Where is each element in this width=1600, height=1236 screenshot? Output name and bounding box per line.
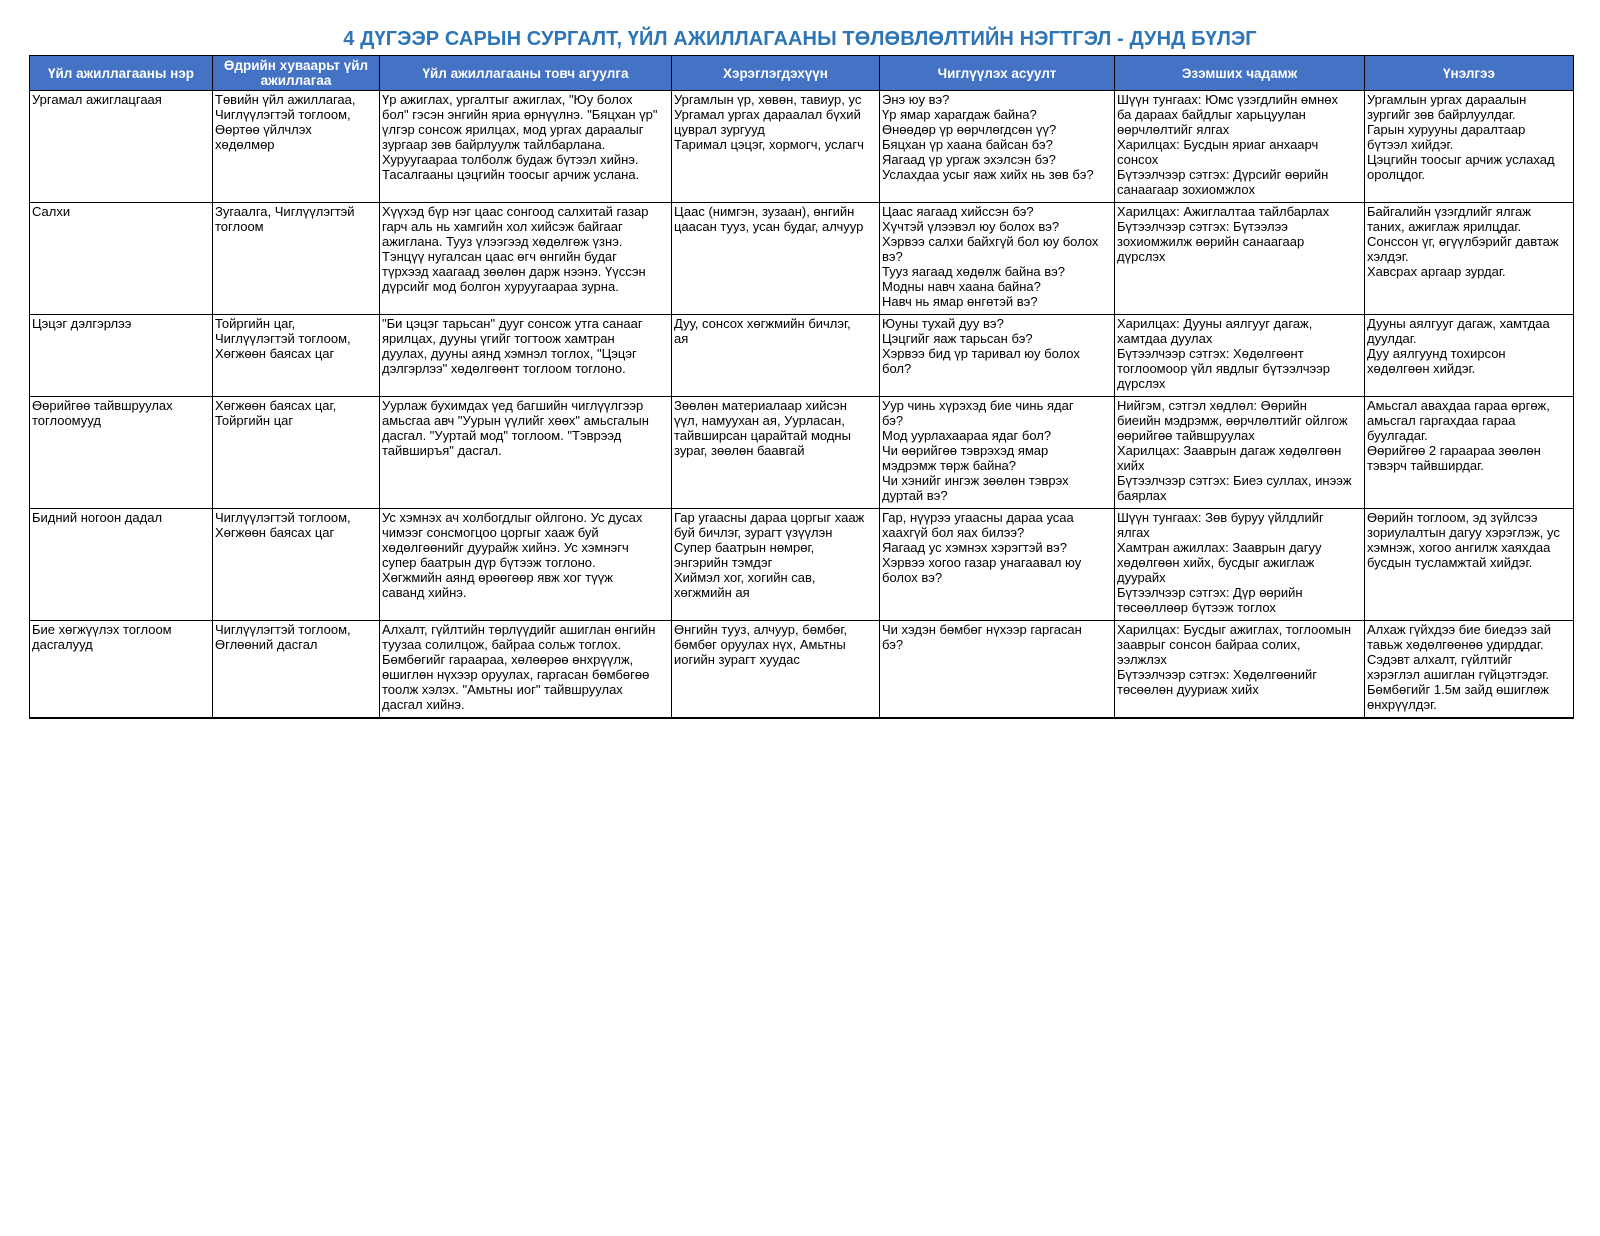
cell-text-line: дасгал. "Ууртай мод" тоглоом. "Тэврээд: [382, 428, 622, 443]
cell-text-line: Чи өөрийгөө тэврэхэд ямар: [882, 443, 1049, 458]
cell-text-line: ярилцах, дууны үгийг тогтоож хамтран: [382, 331, 615, 346]
table-row: [30, 91, 1574, 203]
cell-text-line: бэ?: [882, 637, 904, 652]
cell-guiding-questions: [880, 91, 1115, 203]
cell-text-line: зааврыг сонсон байраа солих,: [1117, 637, 1301, 652]
cell-text-line: Навч нь ямар өнгөтэй вэ?: [882, 294, 1038, 309]
cell-text-line: бөмбөг оруулах нүх, Амьтны: [674, 637, 846, 652]
cell-text-line: Хэрвээ салхи байхгүй бол юу болох: [882, 234, 1099, 249]
cell-text-line: Сонссон үг, өгүүлбэрийг давтаж: [1367, 234, 1559, 249]
cell-text-line: болох вэ?: [882, 570, 943, 585]
cell-text-line: тайвширсан царайтай модны: [674, 428, 851, 443]
cell-text-line: ба дараах байдлыг харьцуулан: [1117, 107, 1306, 122]
cell-text-line: Чиглүүлэгтэй тоглоом,: [215, 107, 351, 122]
page-title: 4 ДҮГЭЭР САРЫН СУРГАЛТ, ҮЙЛ АЖИЛЛАГААНЫ ТӨЛӨВЛӨЛТИЙН НЭГТГЭЛ - ДУНД БҮЛЭГ: [343, 28, 1257, 50]
cell-text-line: Харилцах: Зааврын дагаж хөдөлгөөн: [1117, 443, 1342, 458]
cell-text-line: Гарын хурууны даралтаар: [1367, 122, 1526, 137]
cell-text-line: Шүүн тунгаах: Зөв буруу үйлдлийг: [1117, 510, 1324, 525]
cell-text-line: Салхи: [32, 204, 71, 219]
cell-text-line: Шүүн тунгаах: Юмс үзэгдлийн өмнөх: [1117, 92, 1338, 107]
cell-text-line: Тойргийн цаг,: [215, 316, 296, 331]
cell-text-line: Яагаад үр ургаж эхэлсэн бэ?: [882, 152, 1056, 167]
cell-text-line: зургаар зөв байрлуулж тайлбарлана.: [382, 137, 606, 152]
cell-text-line: түрхээд хаагаад зөөлөн дарж нээнэ. Үүссэн: [382, 264, 646, 279]
header-evaluation: Үнэлгээ: [1365, 56, 1574, 91]
cell-text-line: саванд хийнэ.: [382, 585, 467, 600]
cell-competencies: [1115, 315, 1365, 397]
header-content-summary: Үйл ажиллагааны товч агуулга: [380, 56, 672, 91]
plan-table: [29, 55, 1574, 719]
cell-text-line: төсөөлөн дууриаж хийх: [1117, 682, 1259, 697]
cell-text-line: Ургамал ургах дараалал бүхий: [674, 107, 861, 122]
cell-text-line: супер баатрын дүр бүтээж тоглоно.: [382, 555, 596, 570]
cell-text-line: дуулах, дууны аянд хэмнэл тоглох, "Цэцэг: [382, 346, 637, 361]
cell-activity-name: [30, 203, 213, 315]
cell-text-line: энгэрийн тэмдэг: [674, 555, 773, 570]
cell-text-line: хөдөлгөөн хийдэг.: [1367, 361, 1476, 376]
cell-text-line: дүрслэх: [1117, 249, 1166, 264]
cell-text-line: Цэцгийг яаж тарьсан бэ?: [882, 331, 1033, 346]
cell-text-line: Чиглүүлэгтэй тоглоом,: [215, 331, 351, 346]
cell-evaluation: [1365, 621, 1574, 719]
cell-content-summary: [380, 509, 672, 621]
cell-text-line: Нийгэм, сэтгэл хөдлөл: Өөрийн: [1117, 398, 1307, 413]
cell-materials: [672, 315, 880, 397]
cell-text-line: Өөрийгөө 2 гараараа зөөлөн: [1367, 443, 1541, 458]
cell-text-line: Супер баатрын нөмрөг,: [674, 540, 815, 555]
cell-text-line: Ургамал ажиглацгаая: [32, 92, 162, 107]
cell-text-line: Бүтээлчээр сэтгэх: Хөдөлгөөнт: [1117, 346, 1304, 361]
cell-text-line: биеийн мэдрэмж, өөрчлөлтийг ойлгож: [1117, 413, 1348, 428]
cell-text-line: бэ?: [882, 413, 904, 428]
cell-text-line: бусдын тусламжтай хийдэг.: [1367, 555, 1533, 570]
cell-text-line: Хэрвээ хогоо газар унагаавал юу: [882, 555, 1082, 570]
cell-text-line: тайвширъя" дасгал.: [382, 443, 502, 458]
cell-text-line: Хавсрах аргаар зурдаг.: [1367, 264, 1506, 279]
cell-competencies: [1115, 397, 1365, 509]
cell-text-line: Ургамлын ургах дараалын: [1367, 92, 1527, 107]
cell-text-line: Хөгжөөн баясах цаг: [215, 346, 335, 361]
cell-text-line: ажиглана. Тууз үлээгээд хөдөлгөж үзнэ.: [382, 234, 623, 249]
cell-text-line: Үр ажиглах, ургалтыг ажиглах, "Юу болох: [382, 92, 633, 107]
cell-text-line: төсөөллөөр бүтээж тоглох: [1117, 600, 1276, 615]
cell-text-line: буулгадаг.: [1367, 428, 1428, 443]
cell-text-line: бол?: [882, 361, 912, 376]
cell-text-line: ая: [674, 331, 689, 346]
cell-materials: [672, 621, 880, 719]
header-activity-name: Үйл ажиллагааны нэр: [30, 56, 213, 91]
cell-text-line: Цаас яагаад хийссэн бэ?: [882, 204, 1034, 219]
cell-text-line: Байгалийн үзэгдлийг ялгаж: [1367, 204, 1531, 219]
cell-text-line: хэрэглэл ашиглан гүйцэтгэдэг.: [1367, 667, 1550, 682]
header-row: [30, 56, 1574, 91]
cell-text-line: Бүтээлчээр сэтгэх: Хөдөлгөөнийг: [1117, 667, 1317, 682]
cell-text-line: өөрчлөлтийг ялгах: [1117, 122, 1230, 137]
cell-text-line: тоолж хэлэх. "Амьтны иог" тайвшруулах: [382, 682, 623, 697]
cell-content-summary: [380, 397, 672, 509]
cell-text-line: Өнөөдөр үр өөрчлөгдсөн үү?: [882, 122, 1057, 137]
cell-text-line: дасгалууд: [32, 637, 93, 652]
cell-text-line: Харилцах: Бусдыг ажиглах, тоглоомын: [1117, 622, 1352, 637]
cell-text-line: Тасалгааны цэцгийн тоосыг арчиж услана.: [382, 167, 640, 182]
header-daily-schedule: Өдрийн хуваарьт үйл ажиллагаа: [213, 56, 380, 91]
cell-text-line: тоглоом: [215, 219, 264, 234]
cell-text-line: тоглоомоор үйл явдлыг бүтээлчээр: [1117, 361, 1331, 376]
cell-text-line: Дуу, сонсох хөгжмийн бичлэг,: [674, 316, 851, 331]
cell-text-line: Алхалт, гүйлтийн төрлүүдийг ашиглан өнгийн: [382, 622, 656, 637]
cell-text-line: гарч аль нь хамгийн хол хийсэж байгааг: [382, 219, 623, 234]
cell-activity-name: [30, 621, 213, 719]
cell-text-line: бол" гэсэн энгийн яриа өрнүүлнэ. "Бяцхан үр": [382, 107, 658, 122]
cell-text-line: иогийн зурагт хуудас: [674, 652, 800, 667]
cell-text-line: зураг, зөөлөн баавгай: [674, 443, 805, 458]
cell-text-line: Уурлаж бухимдах үед багшийн чиглүүлгээр: [382, 398, 644, 413]
cell-text-line: Чи хэдэн бөмбөг нүхээр гаргасан: [882, 622, 1082, 637]
cell-daily-schedule: [213, 509, 380, 621]
cell-text-line: үлгэр сонсож ярилцах, мод ургах дараалыг: [382, 122, 644, 137]
cell-text-line: Бүтээлчээр сэтгэх: Бүтээлээ: [1117, 219, 1288, 234]
header-guiding-questions: Чиглүүлэх асуулт: [880, 56, 1115, 91]
cell-materials: [672, 91, 880, 203]
cell-text-line: Чиглүүлэгтэй тоглоом,: [215, 622, 351, 637]
cell-text-line: буй бичлэг, зурагт үзүүлэн: [674, 525, 833, 540]
cell-text-line: Мод уурлахаараа ядаг бол?: [882, 428, 1052, 443]
cell-text-line: өөрийгөө тайвшруулах: [1117, 428, 1255, 443]
cell-text-line: цуврал зургууд: [674, 122, 765, 137]
cell-text-line: чимээг сонсмогцоо цоргыг хааж буй: [382, 525, 599, 540]
cell-text-line: мэдрэмж төрж байна?: [882, 458, 1016, 473]
cell-activity-name: [30, 315, 213, 397]
cell-guiding-questions: [880, 509, 1115, 621]
cell-text-line: Харилцах: Дууны аялгууг дагаж,: [1117, 316, 1313, 331]
cell-text-line: Бяцхан үр хаана байсан бэ?: [882, 137, 1053, 152]
cell-content-summary: [380, 203, 672, 315]
cell-text-line: Цэцгийн тоосыг арчиж услахад: [1367, 152, 1555, 167]
cell-text-line: бүтээл хийдэг.: [1367, 137, 1454, 152]
cell-daily-schedule: [213, 315, 380, 397]
cell-text-line: Бүтээлчээр сэтгэх: Дүрсийг өөрийн: [1117, 167, 1329, 182]
cell-text-line: тавьж хөдөлгөөнөө удирддаг.: [1367, 637, 1544, 652]
cell-evaluation: [1365, 509, 1574, 621]
cell-text-line: Бүтээлчээр сэтгэх: Биеэ суллах, инээж: [1117, 473, 1352, 488]
cell-text-line: Үр ямар харагдаж байна?: [882, 107, 1037, 122]
cell-text-line: Дуу аялгуунд тохирсон: [1367, 346, 1506, 361]
cell-text-line: туузаа солилцож, байраа сольж тоглох.: [382, 637, 622, 652]
table-row: [30, 315, 1574, 397]
cell-text-line: өнхрүүлдэг.: [1367, 697, 1437, 712]
header-materials: Хэрэглэгдэхүүн: [672, 56, 880, 91]
cell-text-line: таних, ажиглаж ярилцдаг.: [1367, 219, 1522, 234]
cell-evaluation: [1365, 91, 1574, 203]
cell-text-line: хийх: [1117, 458, 1145, 473]
cell-text-line: дүрсийг мод болгон хуруугаараа зурна.: [382, 279, 619, 294]
cell-text-line: Чиглүүлэгтэй тоглоом,: [215, 510, 351, 525]
cell-text-line: зориулалтын дагуу хэрэглэж, ус: [1367, 525, 1560, 540]
cell-competencies: [1115, 621, 1365, 719]
cell-text-line: дүрслэх: [1117, 376, 1166, 391]
cell-text-line: хамтдаа дуулах: [1117, 331, 1213, 346]
cell-text-line: Хэрвээ бид үр таривал юу болох: [882, 346, 1080, 361]
cell-guiding-questions: [880, 621, 1115, 719]
cell-content-summary: [380, 621, 672, 719]
cell-text-line: Сэдэвт алхалт, гүйлтийг: [1367, 652, 1513, 667]
cell-text-line: Хүчтэй үлээвэл юу болох вэ?: [882, 219, 1060, 234]
cell-text-line: вэ?: [882, 249, 903, 264]
cell-text-line: Өглөөний дасгал: [215, 637, 318, 652]
cell-text-line: Хөгжмийн аянд өрөөгөөр явж хог түүж: [382, 570, 613, 585]
cell-text-line: Зөөлөн материалаар хийсэн: [674, 398, 847, 413]
cell-text-line: Бөмбөгийг 1.5м зайд өшиглөж: [1367, 682, 1550, 697]
cell-text-line: Цаас (нимгэн, зузаан), өнгийн: [674, 204, 855, 219]
cell-text-line: тоглоомууд: [32, 413, 101, 428]
cell-text-line: Өөрийн тоглоом, эд зүйлсээ: [1367, 510, 1538, 525]
cell-text-line: хөдөлгөөн хийх, бусдыг ажиглаж: [1117, 555, 1315, 570]
table-row: [30, 621, 1574, 719]
cell-evaluation: [1365, 203, 1574, 315]
cell-text-line: тэвэрч тайвширдаг.: [1367, 458, 1484, 473]
cell-text-line: "Би цэцэг тарьсан" дууг сонсож утга санааг: [382, 316, 643, 331]
cell-text-line: ээлжлэх: [1117, 652, 1167, 667]
cell-text-line: хэлдэг.: [1367, 249, 1409, 264]
cell-activity-name: [30, 397, 213, 509]
cell-text-line: сонсох: [1117, 152, 1159, 167]
cell-text-line: Өнгийн тууз, алчуур, бөмбөг,: [674, 622, 848, 637]
cell-content-summary: [380, 91, 672, 203]
cell-text-line: хаахгүй бол яах билээ?: [882, 525, 1025, 540]
cell-text-line: дуртай вэ?: [882, 488, 948, 503]
cell-text-line: дуурайх: [1117, 570, 1166, 585]
cell-text-line: хөдөлгөөнийг дуурайж хийнэ. Ус хэмнэгч: [382, 540, 629, 555]
cell-text-line: зургийг зөв байрлуулдаг.: [1367, 107, 1516, 122]
cell-text-line: Харилцах: Бусдын яриаг анхаарч: [1117, 137, 1319, 152]
cell-text-line: Хуруугаараа толболж будаж бүтээл хийнэ.: [382, 152, 639, 167]
cell-text-line: Амьсгал авахдаа гараа өргөж,: [1367, 398, 1550, 413]
cell-text-line: Бүтээлчээр сэтгэх: Дүр өөрийн: [1117, 585, 1303, 600]
cell-text-line: Яагаад ус хэмнэх хэрэгтэй вэ?: [882, 540, 1068, 555]
cell-text-line: хэмнэж, хогоо ангилж хаяхдаа: [1367, 540, 1551, 555]
cell-text-line: үүл, намуухан ая, Уурласан,: [674, 413, 845, 428]
cell-materials: [672, 203, 880, 315]
cell-text-line: Өөрийгөө тайвшруулах: [32, 398, 173, 413]
cell-text-line: дуулдаг.: [1367, 331, 1417, 346]
cell-text-line: Уур чинь хүрэхэд бие чинь ядаг: [882, 398, 1074, 413]
cell-text-line: Бидний ногоон дадал: [32, 510, 163, 525]
cell-text-line: Ус хэмнэх ач холбогдлыг ойлгоно. Ус дусах: [382, 510, 643, 525]
cell-text-line: Хиймэл хог, хогийн сав,: [674, 570, 816, 585]
cell-daily-schedule: [213, 91, 380, 203]
table-row: [30, 397, 1574, 509]
cell-evaluation: [1365, 315, 1574, 397]
cell-competencies: [1115, 91, 1365, 203]
cell-text-line: Дууны аялгууг дагаж, хамтдаа: [1367, 316, 1550, 331]
cell-text-line: Хүүхэд бүр нэг цаас сонгоод салхитай газар: [382, 204, 649, 219]
cell-text-line: санаагаар зохиомжлох: [1117, 182, 1255, 197]
cell-guiding-questions: [880, 203, 1115, 315]
cell-text-line: Гар угаасны дараа цоргыг хааж: [674, 510, 865, 525]
cell-text-line: Хөгжөөн баясах цаг: [215, 525, 335, 540]
cell-text-line: Бие хөгжүүлэх тоглоом: [32, 622, 172, 637]
cell-daily-schedule: [213, 621, 380, 719]
cell-text-line: Алхаж гүйхдээ бие биедээ зай: [1367, 622, 1552, 637]
cell-text-line: дэлгэрлээ" хөдөлгөөнт тоглоом тоглоно.: [382, 361, 626, 376]
cell-materials: [672, 397, 880, 509]
cell-text-line: Ургамлын үр, хөвөн, тавиур, ус: [674, 92, 862, 107]
cell-text-line: Бөмбөгийг гараараа, хөлөөрөө өнхрүүлж,: [382, 652, 634, 667]
cell-text-line: Тойргийн цаг: [215, 413, 294, 428]
cell-text-line: Тэнцүү нугалсан цаас өгч өнгийн будаг: [382, 249, 617, 264]
cell-text-line: Гар, нүүрээ угаасны дараа усаа: [882, 510, 1074, 525]
cell-text-line: Таримал цэцэг, хормогч, услагч: [674, 137, 864, 152]
cell-text-line: Цэцэг дэлгэрлээ: [32, 316, 132, 331]
cell-text-line: Хамтран ажиллах: Зааврын дагуу: [1117, 540, 1322, 555]
cell-daily-schedule: [213, 203, 380, 315]
header-competencies: Эзэмших чадамж: [1115, 56, 1365, 91]
cell-text-line: Юуны тухай дуу вэ?: [882, 316, 1004, 331]
cell-text-line: Тууз яагаад хөдөлж байна вэ?: [882, 264, 1066, 279]
cell-materials: [672, 509, 880, 621]
cell-competencies: [1115, 509, 1365, 621]
cell-daily-schedule: [213, 397, 380, 509]
cell-text-line: оролцдог.: [1367, 167, 1426, 182]
cell-text-line: өшиглөн нүхээр оруулах, гаргасан бөмбөгөө: [382, 667, 650, 682]
cell-text-line: Зугаалга, Чиглүүлэгтэй: [215, 204, 355, 219]
table-body: [30, 91, 1574, 719]
cell-competencies: [1115, 203, 1365, 315]
cell-text-line: амьсгал гаргахдаа гараа: [1367, 413, 1516, 428]
cell-text-line: амьсгаа авч "Уурын үүлийг хөөх" амьсгалын: [382, 413, 649, 428]
cell-text-line: Модны навч хаана байна?: [882, 279, 1041, 294]
cell-activity-name: [30, 91, 213, 203]
cell-text-line: Услахдаа усыг яаж хийх нь зөв бэ?: [882, 167, 1094, 182]
cell-text-line: баярлах: [1117, 488, 1167, 503]
cell-text-line: хөдөлмөр: [215, 137, 275, 152]
table-row: [30, 509, 1574, 621]
cell-evaluation: [1365, 397, 1574, 509]
table-row: [30, 203, 1574, 315]
cell-text-line: ялгах: [1117, 525, 1150, 540]
cell-text-line: Төвийн үйл ажиллагаа,: [215, 92, 356, 107]
cell-activity-name: [30, 509, 213, 621]
cell-guiding-questions: [880, 397, 1115, 509]
cell-text-line: зохиомжилж өөрийн санаагаар: [1117, 234, 1305, 249]
cell-text-line: Хөгжөөн баясах цаг,: [215, 398, 337, 413]
cell-text-line: хөгжмийн ая: [674, 585, 750, 600]
cell-text-line: Чи хэнийг ингэж зөөлөн тэврэх: [882, 473, 1069, 488]
cell-text-line: Энэ юу вэ?: [882, 92, 950, 107]
cell-content-summary: [380, 315, 672, 397]
cell-text-line: Өөртөө үйлчлэх: [215, 122, 312, 137]
cell-guiding-questions: [880, 315, 1115, 397]
cell-text-line: цаасан тууз, усан будаг, алчуур: [674, 219, 864, 234]
cell-text-line: Харилцах: Ажиглалтаа тайлбарлах: [1117, 204, 1330, 219]
cell-text-line: дасгал хийнэ.: [382, 697, 465, 712]
